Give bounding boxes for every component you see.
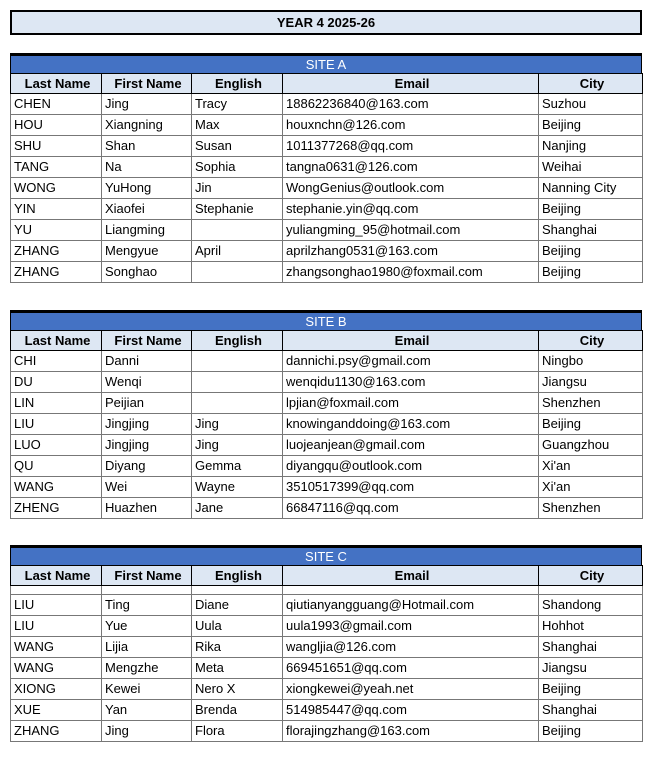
column-header: Email	[283, 566, 539, 586]
table-cell: Jing	[102, 721, 192, 742]
table-row	[11, 721, 643, 742]
table-cell	[192, 372, 283, 393]
table-cell: WANG	[11, 477, 102, 498]
table-cell: Stephanie	[192, 199, 283, 220]
table-cell: Susan	[192, 136, 283, 157]
table-cell: Shanghai	[539, 700, 643, 721]
table-cell: Jane	[192, 498, 283, 519]
blank-row	[11, 586, 643, 595]
table-row	[11, 262, 643, 283]
site-header: SITE A	[10, 53, 642, 73]
table-cell: wangljia@126.com	[283, 637, 539, 658]
table-row	[11, 616, 643, 637]
table-cell: Beijing	[539, 262, 643, 283]
table-cell: Danni	[102, 351, 192, 372]
site-header: SITE B	[10, 310, 642, 330]
table-cell: QU	[11, 456, 102, 477]
table-row	[11, 700, 643, 721]
table-row	[11, 178, 643, 199]
table-cell: Shandong	[539, 595, 643, 616]
column-header: City	[539, 331, 643, 351]
table-cell: Mengzhe	[102, 658, 192, 679]
table-cell: XIONG	[11, 679, 102, 700]
table-cell: qiutianyangguang@Hotmail.com	[283, 595, 539, 616]
table-row	[11, 136, 643, 157]
table-cell: Rika	[192, 637, 283, 658]
site-b-section	[10, 310, 642, 519]
table-cell: Na	[102, 157, 192, 178]
table-cell: TANG	[11, 157, 102, 178]
column-header: First Name	[102, 74, 192, 94]
table-cell: Shenzhen	[539, 498, 643, 519]
table-cell: Meta	[192, 658, 283, 679]
table-cell: ZHANG	[11, 241, 102, 262]
table-cell: Shanghai	[539, 637, 643, 658]
site-a-section	[10, 53, 642, 283]
table-cell: XUE	[11, 700, 102, 721]
table-cell: xiongkewei@yeah.net	[283, 679, 539, 700]
table-cell: YIN	[11, 199, 102, 220]
table-cell: WONG	[11, 178, 102, 199]
column-header-row	[11, 566, 643, 586]
table-cell	[192, 351, 283, 372]
table-cell: Jiangsu	[539, 658, 643, 679]
table-row	[11, 679, 643, 700]
table-row	[11, 115, 643, 136]
table-cell: WANG	[11, 658, 102, 679]
table-cell: WANG	[11, 637, 102, 658]
table-cell: Hohhot	[539, 616, 643, 637]
table-row	[11, 414, 643, 435]
table-cell: Beijing	[539, 199, 643, 220]
table-cell: 669451651@qq.com	[283, 658, 539, 679]
table-cell: Guangzhou	[539, 435, 643, 456]
table-cell: DU	[11, 372, 102, 393]
table-cell: Huazhen	[102, 498, 192, 519]
blank-cell	[283, 586, 539, 595]
table-row	[11, 658, 643, 679]
table-cell: HOU	[11, 115, 102, 136]
table-cell: Jing	[192, 435, 283, 456]
table-cell: Ting	[102, 595, 192, 616]
blank-cell	[11, 586, 102, 595]
column-header-row	[11, 331, 643, 351]
blank-cell	[539, 586, 643, 595]
table-cell: Xiangning	[102, 115, 192, 136]
table-cell: Max	[192, 115, 283, 136]
table-row	[11, 157, 643, 178]
table-cell: Lijia	[102, 637, 192, 658]
document-title: YEAR 4 2025-26	[10, 10, 642, 35]
table-cell: Brenda	[192, 700, 283, 721]
table-cell: florajingzhang@163.com	[283, 721, 539, 742]
table-row	[11, 94, 643, 115]
table-cell: Flora	[192, 721, 283, 742]
site-header: SITE C	[10, 545, 642, 565]
table-cell	[192, 220, 283, 241]
table-cell: 514985447@qq.com	[283, 700, 539, 721]
table-cell: Jing	[102, 94, 192, 115]
table-cell: Liangming	[102, 220, 192, 241]
table-cell: Nanning City	[539, 178, 643, 199]
table-cell: YuHong	[102, 178, 192, 199]
table-cell: 3510517399@qq.com	[283, 477, 539, 498]
table-row	[11, 199, 643, 220]
table-cell: LIN	[11, 393, 102, 414]
table-cell: Kewei	[102, 679, 192, 700]
table-cell: uula1993@gmail.com	[283, 616, 539, 637]
table-cell: Peijian	[102, 393, 192, 414]
table-cell: Mengyue	[102, 241, 192, 262]
table-cell: diyangqu@outlook.com	[283, 456, 539, 477]
table-cell: Diane	[192, 595, 283, 616]
table-row	[11, 393, 643, 414]
table-row	[11, 498, 643, 519]
table-cell: ZHANG	[11, 721, 102, 742]
table-cell: Jing	[192, 414, 283, 435]
table-cell: 1011377268@qq.com	[283, 136, 539, 157]
table-cell: luojeanjean@gmail.com	[283, 435, 539, 456]
table-row	[11, 220, 643, 241]
table-cell: Wei	[102, 477, 192, 498]
table-cell: CHI	[11, 351, 102, 372]
column-header: Email	[283, 331, 539, 351]
table-cell: dannichi.psy@gmail.com	[283, 351, 539, 372]
table-cell: LUO	[11, 435, 102, 456]
table-cell: Shenzhen	[539, 393, 643, 414]
table-cell: Uula	[192, 616, 283, 637]
table-row	[11, 372, 643, 393]
table-cell: Nanjing	[539, 136, 643, 157]
table-row	[11, 595, 643, 616]
table-cell: Beijing	[539, 679, 643, 700]
table-cell: tangna0631@126.com	[283, 157, 539, 178]
table-cell: LIU	[11, 414, 102, 435]
table-cell: Beijing	[539, 414, 643, 435]
table-cell: 18862236840@163.com	[283, 94, 539, 115]
table-cell: Xi'an	[539, 477, 643, 498]
column-header: Last Name	[11, 74, 102, 94]
table-cell: SHU	[11, 136, 102, 157]
table-cell: Diyang	[102, 456, 192, 477]
table-cell: Xiaofei	[102, 199, 192, 220]
table-cell: Suzhou	[539, 94, 643, 115]
column-header: First Name	[102, 566, 192, 586]
column-header: English	[192, 331, 283, 351]
column-header: City	[539, 74, 643, 94]
table-cell: LIU	[11, 595, 102, 616]
table-cell: Wayne	[192, 477, 283, 498]
table-cell: aprilzhang0531@163.com	[283, 241, 539, 262]
table-cell: Yan	[102, 700, 192, 721]
table-row	[11, 637, 643, 658]
table-cell: CHEN	[11, 94, 102, 115]
table-cell: lpjian@foxmail.com	[283, 393, 539, 414]
table-cell: Yue	[102, 616, 192, 637]
column-header: English	[192, 566, 283, 586]
table-cell: Shan	[102, 136, 192, 157]
blank-cell	[192, 586, 283, 595]
table-cell: ZHENG	[11, 498, 102, 519]
table-cell: yuliangming_95@hotmail.com	[283, 220, 539, 241]
table-cell: Tracy	[192, 94, 283, 115]
table-cell: ZHANG	[11, 262, 102, 283]
table-cell: 66847116@qq.com	[283, 498, 539, 519]
table-cell: Wenqi	[102, 372, 192, 393]
column-header-row	[11, 74, 643, 94]
table-cell: Jingjing	[102, 435, 192, 456]
table-cell	[192, 262, 283, 283]
table-cell: Beijing	[539, 115, 643, 136]
table-cell: wenqidu1130@163.com	[283, 372, 539, 393]
table-cell: Shanghai	[539, 220, 643, 241]
table-row	[11, 477, 643, 498]
table-cell: Sophia	[192, 157, 283, 178]
contact-table	[10, 565, 643, 742]
column-header: First Name	[102, 331, 192, 351]
table-cell: WongGenius@outlook.com	[283, 178, 539, 199]
table-row	[11, 241, 643, 262]
blank-cell	[102, 586, 192, 595]
table-cell: Jiangsu	[539, 372, 643, 393]
table-cell: Jingjing	[102, 414, 192, 435]
column-header: English	[192, 74, 283, 94]
table-cell: Beijing	[539, 241, 643, 262]
table-cell: Beijing	[539, 721, 643, 742]
table-cell: April	[192, 241, 283, 262]
table-cell: Nero X	[192, 679, 283, 700]
table-cell: YU	[11, 220, 102, 241]
table-row	[11, 456, 643, 477]
table-cell: Songhao	[102, 262, 192, 283]
column-header: Last Name	[11, 566, 102, 586]
table-cell: Gemma	[192, 456, 283, 477]
table-cell: houxnchn@126.com	[283, 115, 539, 136]
column-header: Last Name	[11, 331, 102, 351]
table-cell: Xi'an	[539, 456, 643, 477]
table-cell: zhangsonghao1980@foxmail.com	[283, 262, 539, 283]
contact-table	[10, 73, 643, 283]
table-cell: Weihai	[539, 157, 643, 178]
table-row	[11, 435, 643, 456]
contact-table	[10, 330, 643, 519]
table-row	[11, 351, 643, 372]
table-cell: LIU	[11, 616, 102, 637]
table-cell	[192, 393, 283, 414]
column-header: Email	[283, 74, 539, 94]
table-cell: Jin	[192, 178, 283, 199]
column-header: City	[539, 566, 643, 586]
table-cell: Ningbo	[539, 351, 643, 372]
table-cell: knowinganddoing@163.com	[283, 414, 539, 435]
table-cell: stephanie.yin@qq.com	[283, 199, 539, 220]
site-c-section	[10, 545, 642, 742]
